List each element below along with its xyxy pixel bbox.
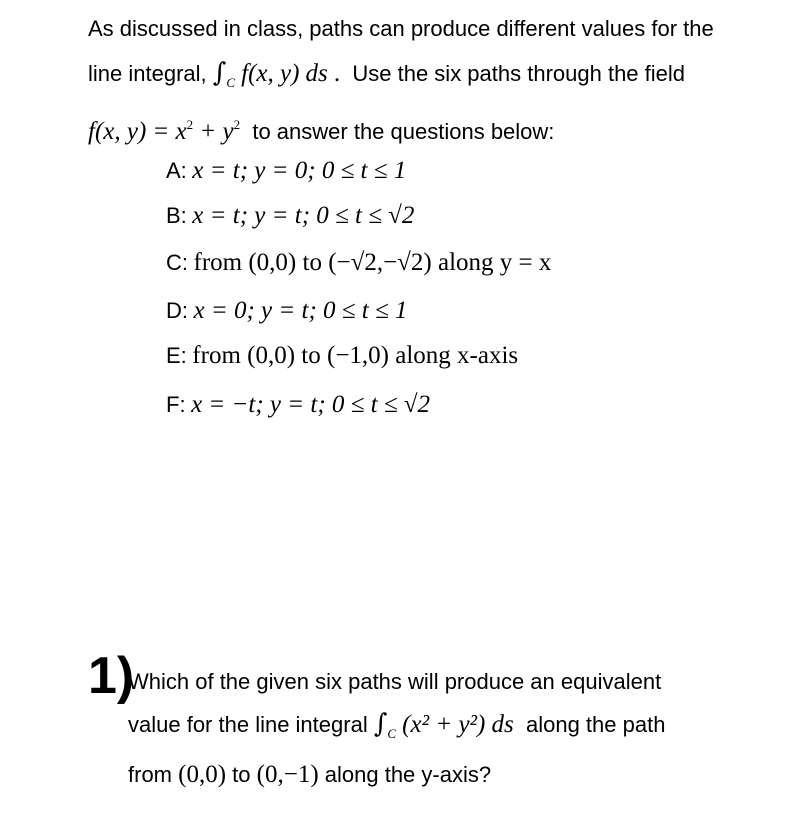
field-x-exponent: 2 bbox=[186, 117, 194, 132]
intro-line-2-tail: Use the six paths through the field bbox=[352, 61, 686, 86]
question-line-1: Which of the given six paths will produce an equivalent bbox=[128, 669, 662, 694]
path-a-expr: x = t; y = 0; 0 ≤ t ≤ 1 bbox=[192, 157, 407, 184]
ds-term: ds bbox=[305, 60, 328, 87]
path-a-label: A: bbox=[166, 158, 187, 183]
field-y-exponent: 2 bbox=[233, 117, 241, 132]
path-d-label: D: bbox=[166, 298, 188, 323]
path-e-expr: from (0,0) to (−1,0) along x-axis bbox=[192, 342, 519, 369]
question-end-point: (0,−1) bbox=[256, 761, 319, 788]
intro-line-2-text: line integral, bbox=[88, 61, 207, 86]
question-integral-symbol: ∫ bbox=[373, 709, 388, 739]
question-from: from bbox=[128, 762, 172, 787]
field-function-name: f bbox=[88, 118, 95, 145]
intro-line-3-tail: to answer the questions below: bbox=[252, 119, 555, 144]
field-rhs-x: = x bbox=[152, 118, 187, 145]
path-f bbox=[166, 390, 430, 420]
path-c bbox=[166, 248, 551, 278]
question-line-3 bbox=[128, 760, 491, 790]
path-c-label: C: bbox=[166, 250, 188, 275]
question-to: to bbox=[232, 762, 251, 787]
intro-line-2 bbox=[88, 58, 685, 98]
question-line-3-tail: along the y-axis? bbox=[324, 762, 492, 787]
path-f-expr: x = −t; y = t; 0 ≤ t ≤ √2 bbox=[191, 391, 431, 418]
function-name: f bbox=[241, 60, 249, 87]
function-args: (x, y) bbox=[248, 60, 300, 87]
question-integral-subscript: C bbox=[387, 726, 397, 741]
period: . bbox=[333, 60, 341, 87]
path-b-expr: x = t; y = t; 0 ≤ t ≤ √2 bbox=[192, 202, 415, 229]
field-function-args: (x, y) bbox=[94, 118, 147, 145]
question-line-2 bbox=[128, 709, 665, 749]
path-c-expr: from (0,0) to (−√2,−√2) along y = x bbox=[193, 249, 552, 276]
question-integrand: (x² + y²) bbox=[402, 711, 486, 738]
integral-symbol: ∫ bbox=[212, 58, 227, 88]
path-d bbox=[166, 296, 407, 326]
intro-line-1: As discussed in class, paths can produce different values for the bbox=[88, 16, 714, 41]
path-b-label: B: bbox=[166, 203, 187, 228]
question-start-point: (0,0) bbox=[178, 761, 227, 788]
question-number: 1) bbox=[88, 647, 135, 705]
path-b bbox=[166, 201, 414, 231]
question-ds: ds bbox=[491, 711, 514, 738]
integral-subscript: C bbox=[226, 75, 235, 90]
path-e bbox=[166, 341, 518, 371]
path-e-label: E: bbox=[166, 343, 187, 368]
field-rhs-y: + y bbox=[193, 118, 234, 145]
path-f-label: F: bbox=[166, 392, 186, 417]
intro-line-3 bbox=[88, 110, 554, 147]
path-d-expr: x = 0; y = t; 0 ≤ t ≤ 1 bbox=[193, 297, 408, 324]
question-line-2-tail: along the path bbox=[525, 712, 666, 737]
question-line-2-text: value for the line integral bbox=[128, 712, 368, 737]
path-a bbox=[166, 156, 406, 186]
